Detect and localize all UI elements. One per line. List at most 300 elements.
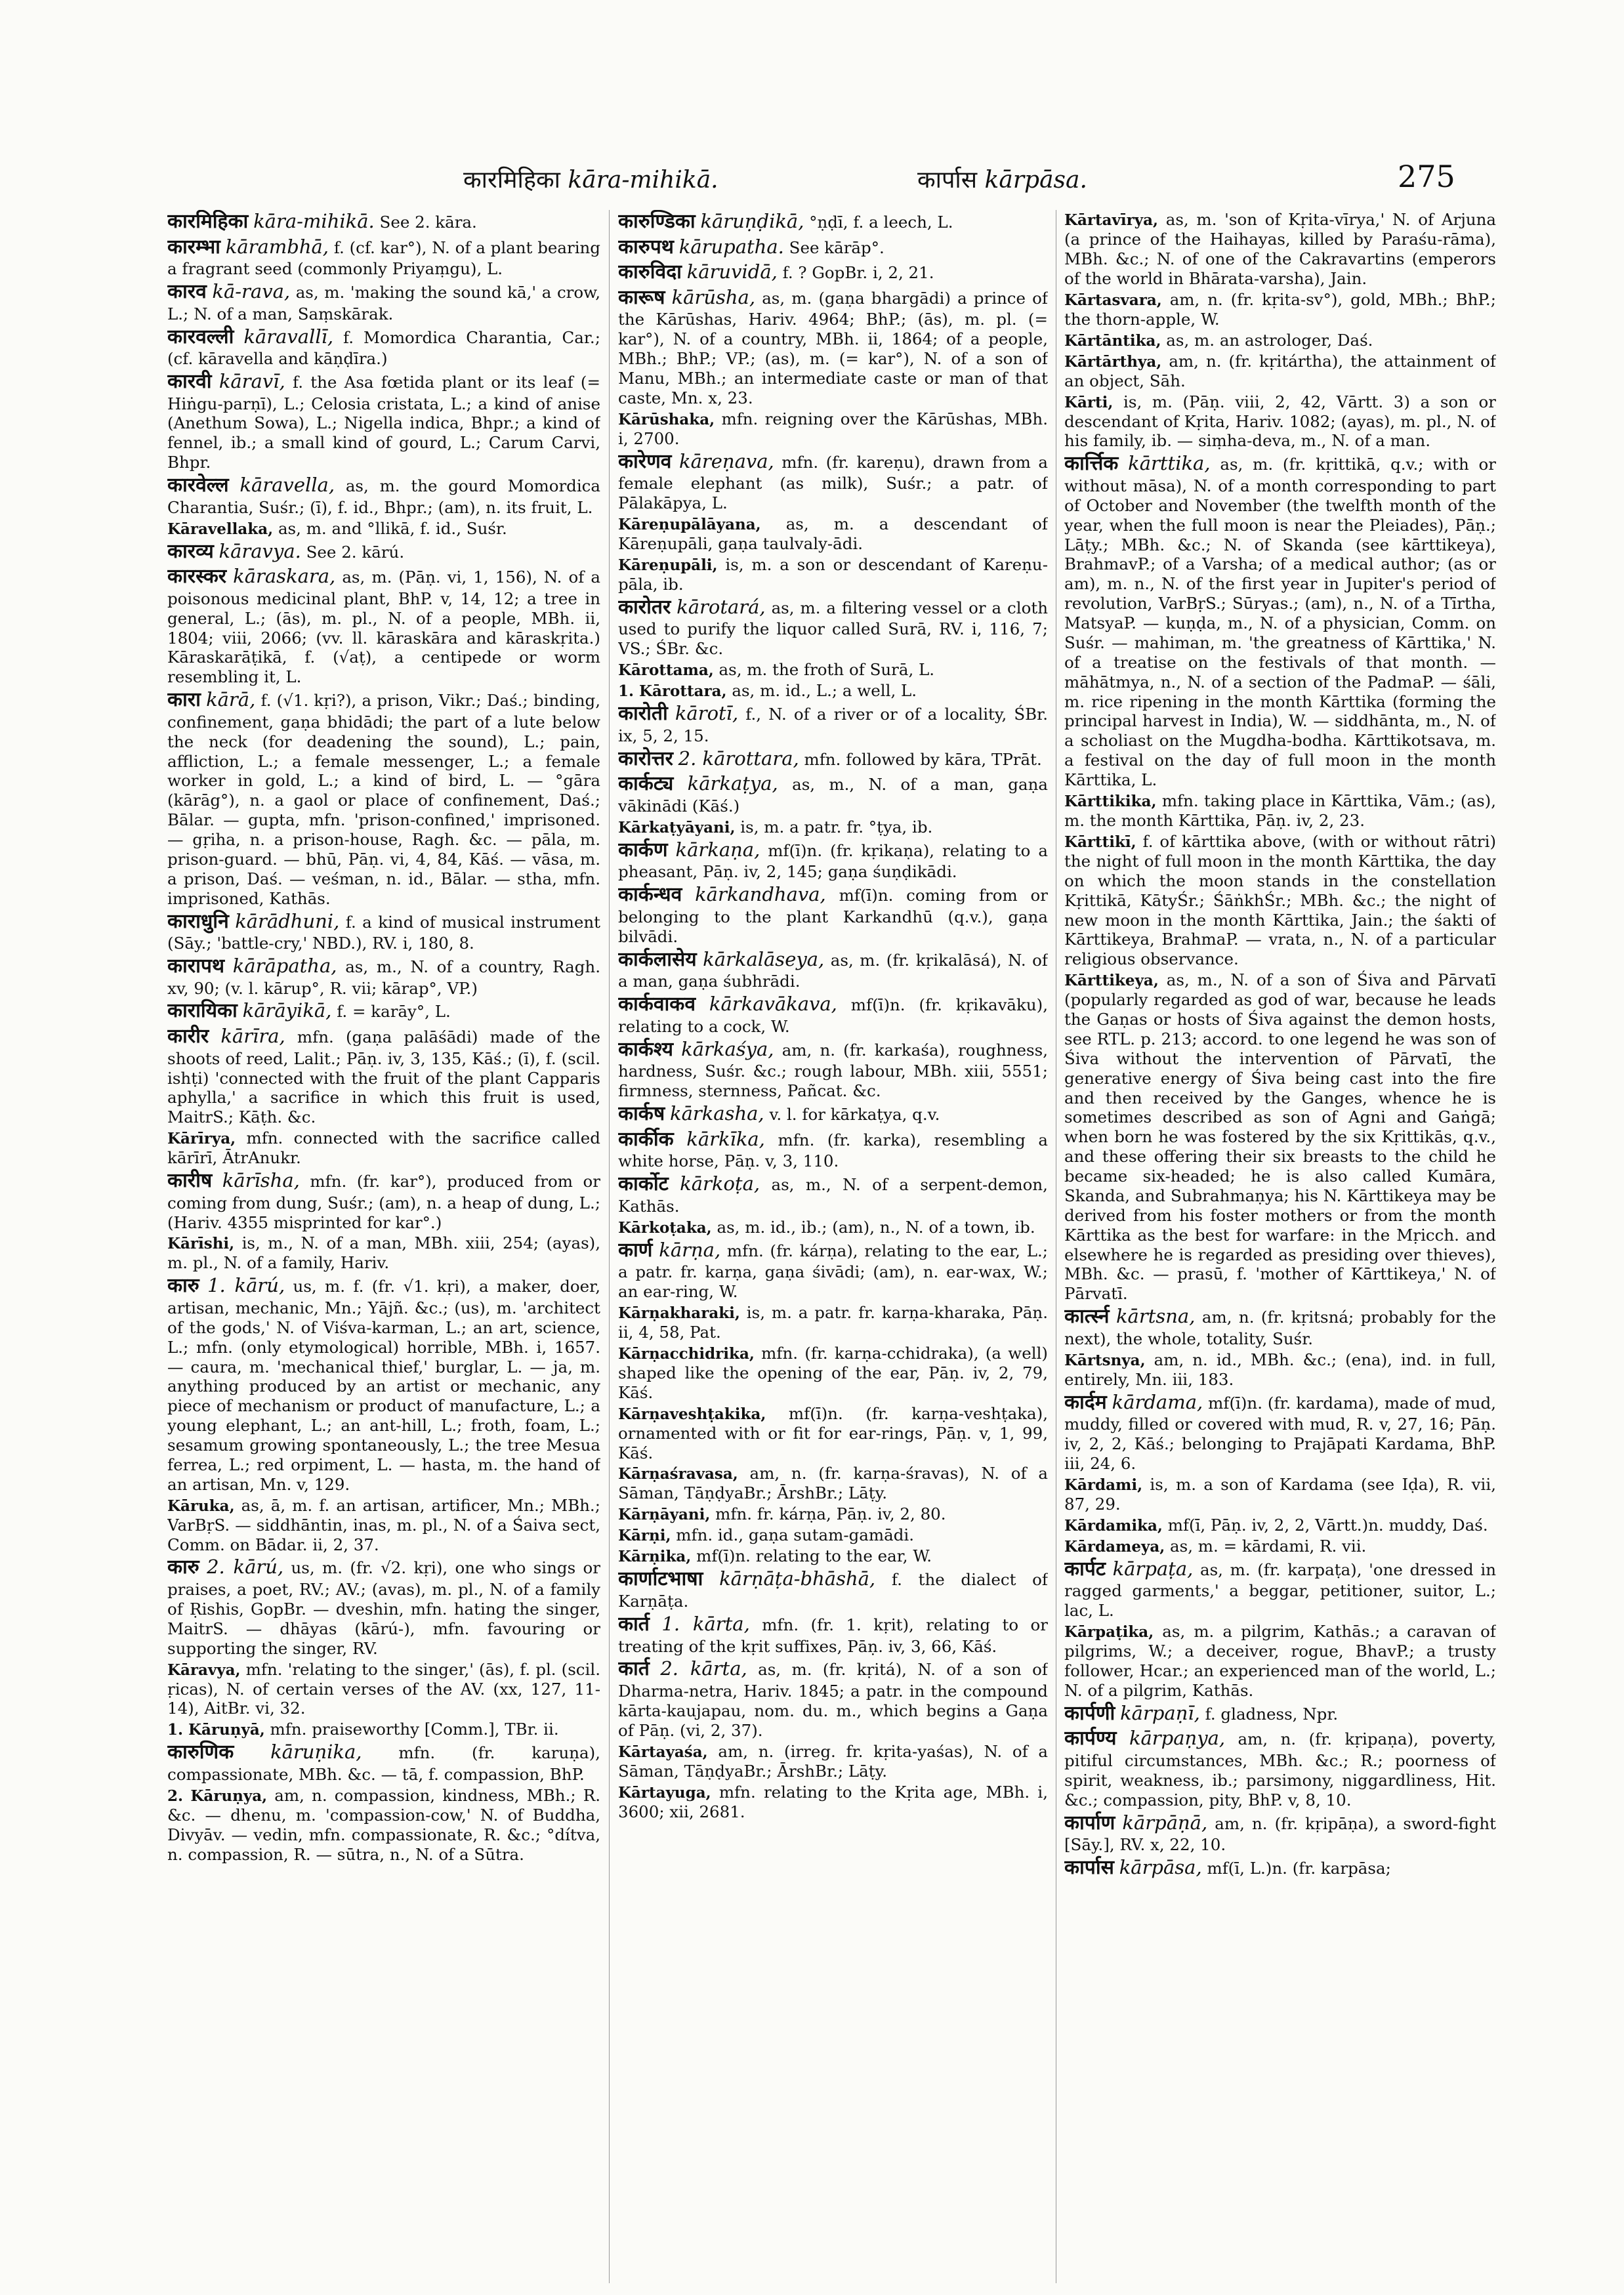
- entry-text: is, m. a patr. fr. °ṭya, ib.: [740, 817, 933, 837]
- entry-text: as, m. a filtering vessel or a cloth used to purify the liquor called Surā, RV. i, 116, 7; VS.; ŚBr. &c.: [618, 598, 1048, 659]
- dictionary-entry: [618, 702, 1048, 745]
- entry-devanagari: कार्कवाकव: [618, 993, 696, 1016]
- dictionary-entry: [167, 955, 600, 998]
- entry-devanagari: कार्कीक: [618, 1127, 674, 1151]
- entry-subword: Kārttikika,: [1064, 792, 1157, 810]
- dictionary-entry: [167, 565, 600, 687]
- dictionary-entry: [167, 236, 600, 279]
- dictionary-entry: [167, 325, 600, 369]
- entry-headword: kārpaṇī,: [1120, 1701, 1200, 1724]
- dictionary-entry: [618, 1567, 1048, 1611]
- entry-subword: 2. Kāruṇya,: [167, 1787, 268, 1805]
- entry-subword: Kārottama,: [618, 661, 714, 680]
- entry-text: am, n. (fr. kṛitsná; probably for the next), the whole, totality, Suśr.: [1064, 1308, 1496, 1348]
- dictionary-entry: [618, 1303, 1048, 1342]
- entry-headword: kāravallī,: [243, 325, 334, 348]
- entry-text: is, m. a son of Kardama (see Iḍa), R. vii, 87, 29.: [1064, 1474, 1496, 1514]
- dictionary-entry: [167, 999, 600, 1023]
- entry-devanagari: कार्कन्धव: [618, 883, 682, 907]
- entry-subword: Kārdameya,: [1064, 1537, 1165, 1556]
- entry-text: is, m. a patr. fr. karṇa-kharaka, Pāṇ. ii, 4, 58, Pat.: [618, 1302, 1048, 1342]
- dictionary-entry: [1064, 290, 1496, 329]
- entry-devanagari: कारव: [167, 280, 207, 304]
- dictionary-entry: [167, 1556, 600, 1658]
- entry-headword: kārkandhava,: [695, 883, 826, 906]
- entry-devanagari: कारुणिक: [167, 1741, 234, 1764]
- entry-text: am, n. (fr. karkaśa), roughness, hardness, Suśr. &c.; rough labour, MBh. xiii, 5551; firmness, sternness, Pañcat. &c.: [618, 1040, 1048, 1101]
- entry-headword: 2. kārta,: [660, 1657, 747, 1680]
- entry-text: mf(ī)n. (fr. kṛikaṇa), relating to a pheasant, Pāṇ. iv, 2, 145; gaṇa śuṇḍikādi.: [618, 840, 1048, 882]
- dictionary-entry: [167, 1786, 600, 1865]
- entry-devanagari: कारस्कर: [167, 565, 227, 589]
- entry-devanagari: कारुण्डिका: [618, 210, 696, 233]
- dictionary-entry: [167, 1233, 600, 1273]
- entry-headword: kārpaṭa,: [1112, 1557, 1194, 1580]
- entry-devanagari: कार्पट: [1064, 1557, 1106, 1581]
- entry-text: mf(ī)n. relating to the ear, W.: [696, 1546, 932, 1566]
- dictionary-entry: [167, 1128, 600, 1168]
- dictionary-entry: [167, 540, 600, 564]
- entry-subword: Kārīshi,: [167, 1235, 235, 1253]
- dictionary-entry: [618, 817, 1048, 837]
- entry-subword: Kārdamika,: [1064, 1516, 1163, 1535]
- entry-devanagari: कार्कलासेय: [618, 947, 697, 971]
- dictionary-entry: [167, 280, 600, 323]
- entry-subword: Kārtasvara,: [1064, 291, 1162, 309]
- dictionary-entry: [1064, 970, 1496, 1304]
- entry-subword: Kārīrya,: [167, 1130, 236, 1148]
- entry-text: as, ā, m. f. an artisan, artificer, Mn.; MBh.; VarBṛS. — siddhāntin, inas, m. pl., N. of a Śaiva sect, Comm. on Bādar. ii, 2, 37.: [167, 1495, 600, 1554]
- dictionary-entry: [618, 993, 1048, 1036]
- dictionary-entry: [1064, 210, 1496, 289]
- entry-devanagari: काराधुनि: [167, 909, 229, 933]
- entry-subword: Kārṇāyani,: [618, 1506, 711, 1524]
- entry-devanagari: कारमिहिका: [167, 210, 249, 233]
- dictionary-entry: [618, 1038, 1048, 1101]
- dictionary-entry: [167, 1169, 600, 1232]
- entry-text: as, m. (Pāṇ. vi, 1, 156), N. of a poisonous medicinal plant, BhP. v, 14, 12; a tree in general, L.; (ās), m. pl., N. of a people, MBh. ii, 1804; viii, 2066; (vv. ll. kāraskāra and kāraskṛita.) Kāraskarāṭikā, f. (√aṭ), a centipede or worm resembling it, L.: [167, 568, 600, 687]
- entry-text: as, m. (fr. karpaṭa), 'one dressed in ragged garments,' a beggar, petitioner, suitor, L.; lac, L.: [1064, 1560, 1496, 1621]
- entry-text: as, m., N. of a country, Ragh. xv, 90; (v. l. kārup°, R. vii; kārap°, VP.): [167, 957, 600, 998]
- dictionary-entry: [1064, 452, 1496, 790]
- dictionary-entry: [167, 910, 600, 953]
- dictionary-entry: [167, 370, 600, 472]
- entry-subword: Kārtayaśa,: [618, 1743, 708, 1761]
- entry-headword: kārotī,: [675, 702, 739, 725]
- entry-text: f. ? GopBr. i, 2, 21.: [782, 263, 934, 283]
- dictionary-entry: [1064, 1475, 1496, 1514]
- entry-headword: kārttika,: [1128, 452, 1211, 475]
- entry-text: as, m. (gaṇa bhargādi) a prince of the Kārūshas, Hariv. 4964; BhP.; (ās), m. pl. (= kar°), N. of a country, MBh. ii, 1864; of a people, MBh.; BhP.; VP.; (as), m. (= kar°), N. of a son of Manu, MBh.; an intermediate caste or man of that caste, Mn. x, 23.: [618, 288, 1048, 407]
- dictionary-entry: [167, 210, 600, 234]
- entry-devanagari: कारवल्ली: [167, 325, 234, 348]
- entry-subword: Kārṇacchidrika,: [618, 1344, 755, 1363]
- entry-text: f. Momordica Charantia, Car.; (cf. kāravella and kāṇḍīra.): [167, 327, 600, 369]
- entry-text: is, m., N. of a man, MBh. xiii, 254; (ayas), m. pl., N. of a family, Hariv.: [167, 1233, 600, 1273]
- column-1: [167, 210, 600, 2283]
- entry-devanagari: कार्कोट: [618, 1172, 669, 1196]
- entry-headword: kārkasha,: [670, 1102, 764, 1125]
- entry-text: f. the dialect of Karṇāṭa.: [618, 1570, 1048, 1611]
- entry-subword: Kāravya,: [167, 1661, 241, 1679]
- entry-text: as, m. a pilgrim, Kathās.; a caravan of pilgrims, W.; a deceiver, rogue, BhavP.; a trusty follower, Hcar.; an experienced man of the world, L.; N. of a pilgrim, Kathās.: [1064, 1622, 1496, 1700]
- entry-text: us, m. f. (fr. √1. kṛi), a maker, doer, artisan, mechanic, Mn.; Yājñ. &c.; (us), m. 'architect of the gods,' N. of Viśva-karman, L.; an art, science, L.; mfn. (only etymological) horrible, MBh. i, 1657. — caura, m. 'mechanical thief,' burglar, L. — ja, m. anything produced by an artist or mechanic, any piece of mechanism or product of manufacture, L.; a young elephant, L.; an ant-hill, L.; froth, foam, L.; sesamum growing spontaneously, L.; the tree Mesua ferrea, L.; red orpiment, L. — hasta, m. the hand of an artisan, Mn. v, 129.: [167, 1277, 600, 1494]
- dictionary-entry: [618, 747, 1048, 772]
- dictionary-entry: [167, 1660, 600, 1719]
- entry-devanagari: कारुविदा: [618, 260, 682, 284]
- dictionary-entry: [167, 688, 600, 908]
- entry-headword: kāravella,: [239, 474, 335, 497]
- entry-devanagari: कार्त्स्न: [1064, 1305, 1110, 1329]
- entry-devanagari: कार्णाटभाषा: [618, 1567, 703, 1591]
- entry-headword: kārupatha.: [678, 235, 784, 258]
- entry-text: f. the Asa fœtida plant or its leaf (= Hiṅgu-parṇī), L.; Celosia cristata, L.; a kind of anise (Anethum Sowa), L.; Nigella indica, Bhpr.; a kind of fennel, ib.; a small kind of gourd, L.; Carum Carvi, Bhpr.: [167, 373, 600, 472]
- entry-headword: kārā,: [206, 688, 256, 711]
- entry-text: as, m. and °llikā, f. id., Suśr.: [278, 518, 507, 538]
- entry-text: as, m. a descendant of Kāreṇupāli, gaṇa taulvaly-ādi.: [618, 514, 1048, 554]
- entry-text: is, m. (Pāṇ. viii, 2, 42, Vārtt. 3) a son or descendant of Kṛita, Hariv. 1082; (ayas), m. pl., N. of his family, ib. — siṃha-deva, m., N. of a man.: [1064, 392, 1496, 451]
- entry-headword: kārambhā,: [225, 235, 329, 258]
- entry-text: am, n. (fr. kṛita-sv°), gold, MBh.; BhP.; the thorn-apple, W.: [1064, 289, 1496, 329]
- entry-text: mfn. taking place in Kārttika, Vām.; (as), m. the month Kārttika, Pāṇ. iv, 2, 23.: [1064, 791, 1496, 830]
- entry-devanagari: कारोती: [618, 702, 668, 726]
- entry-text: mfn. (fr. karuṇa), compassionate, MBh. &c. — tā, f. compassion, BhP.: [167, 1743, 600, 1784]
- entry-headword: kārṇa,: [659, 1238, 721, 1261]
- dictionary-entry: [1064, 1350, 1496, 1390]
- entry-subword: Kāreṇupāli,: [618, 556, 718, 574]
- dictionary-entry: [1064, 1537, 1496, 1556]
- entry-headword: 1. kārú,: [207, 1274, 285, 1297]
- entry-headword: kārāyikā,: [242, 999, 332, 1022]
- entry-text: as, m. (fr. kṛikalāsá), N. of a man, gaṇa śubhrādi.: [618, 950, 1048, 991]
- entry-text: am, n. compassion, kindness, MBh.; R. &c. — dhenu, m. 'compassion-cow,' N. of Buddha, Divyāv. — vedin, mfn. compassionate, R. &c.; °dítva, n. compassion, R. — sūtra, n., N. of a Sūtra.: [167, 1785, 600, 1864]
- entry-subword: Kārtārthya,: [1064, 352, 1162, 371]
- entry-devanagari: कार्पाण: [1064, 1811, 1115, 1834]
- entry-text: mfn. (fr. 1. kṛit), relating to or treating of the kṛit suffixes, Pāṇ. iv, 3, 66, Kāś.: [618, 1615, 1048, 1656]
- entry-subword: Kārtsnya,: [1064, 1351, 1146, 1369]
- entry-text: am, n. (fr. kṛitártha), the attainment of an object, Sāh.: [1064, 351, 1496, 390]
- entry-devanagari: कारोत्तर: [618, 747, 673, 770]
- entry-text: am, n. (irreg. fr. kṛita-yaśas), N. of a Sāman, TāṇḍyaBr.; ĀrshBr.; Lāṭy.: [618, 1741, 1048, 1781]
- dictionary-entry: [167, 1025, 600, 1127]
- left-running-head: कारमिहिका kāra-mihikā.: [463, 167, 718, 194]
- dictionary-entry: [1064, 1391, 1496, 1474]
- dictionary-entry: [618, 1546, 1048, 1566]
- dictionary-entry: [1064, 791, 1496, 831]
- entry-text: is, m. a son or descendant of Kareṇu-pāla, ib.: [618, 554, 1048, 594]
- entry-headword: 1. kārta,: [661, 1612, 750, 1635]
- entry-text: f. of kārttika above, (with or without rātri) the night of full moon in the month Kārttika, the day on which the moon stands in the constellation Kṛittikā, KātyŚr.; ŚāṅkhŚr.; MBh. &c.; the night of new moon in the month Kārttika, Jain.; the śakti of Kārttikeya, BrahmaP. — vrata, n., N. of a particular religious observance.: [1064, 831, 1496, 969]
- entry-headword: kāravī,: [219, 370, 285, 392]
- entry-headword: kārtsna,: [1115, 1305, 1196, 1328]
- dictionary-entry: [618, 1783, 1048, 1822]
- entry-headword: kārkalāseya,: [703, 947, 825, 970]
- dictionary-entry: [618, 1613, 1048, 1656]
- entry-headword: kāravya.: [219, 539, 301, 562]
- entry-text: mfn. fr. kárṇa, Pāṇ. iv, 2, 80.: [715, 1504, 946, 1524]
- dictionary-entry: [618, 1102, 1048, 1127]
- entry-devanagari: कार्पास: [1064, 1856, 1114, 1880]
- entry-devanagari: कार्त: [618, 1612, 650, 1636]
- entry-subword: 1. Kāruṇyā,: [167, 1721, 265, 1739]
- entry-text: f. a kind of musical instrument (Sāy.; 'battle-cry,' NBD.), RV. i, 180, 8.: [167, 912, 600, 953]
- entry-subword: Kārṇaśravasa,: [618, 1465, 738, 1483]
- entry-text: us, m. (fr. √2. kṛi), one who sings or praises, a poet, RV.; AV.; (avas), m. pl., N. of a family of Ṛishis, GopBr. — dveshin, mfn. hating the singer, MaitrS. — dhāyas (kārú-), mfn. favouring or supporting the singer, RV.: [167, 1558, 600, 1658]
- entry-text: See 2. kārú.: [306, 542, 405, 562]
- entry-text: as, m. (fr. kṛitá), N. of a son of Dharma-netra, Hariv. 1845; a patr. in the compound kārta-kaujapau, nom. du. m., which begins a Gaṇa of Pāṇ. (vi, 2, 37).: [618, 1660, 1048, 1740]
- entry-headword: kārkaṇa,: [675, 838, 760, 861]
- entry-text: as, m. the froth of Surā, L.: [718, 660, 935, 680]
- entry-devanagari: कारु: [167, 1274, 199, 1298]
- entry-headword: kārpāṇā,: [1122, 1811, 1208, 1834]
- page-number: 275: [1398, 159, 1455, 194]
- dictionary-entry: [618, 1218, 1048, 1237]
- entry-text: mfn. id., gaṇa sutam-gamādi.: [676, 1525, 915, 1545]
- entry-text: f. gladness, Npr.: [1205, 1704, 1339, 1724]
- entry-text: as, m. = kārdami, R. vii.: [1170, 1536, 1367, 1556]
- entry-headword: kārkoṭa,: [680, 1172, 760, 1195]
- entry-devanagari: कार्कण: [618, 838, 668, 861]
- dictionary-entry: [1064, 1811, 1496, 1855]
- entry-devanagari: कार्पण्य: [1064, 1727, 1117, 1750]
- entry-devanagari: कारूष: [618, 285, 665, 309]
- entry-text: as, m. id., L.; a well, L.: [732, 681, 917, 701]
- entry-headword: kārkavākava,: [709, 993, 837, 1016]
- dictionary-entry: [618, 1172, 1048, 1216]
- dictionary-entry: [1064, 832, 1496, 969]
- entry-devanagari: कार्कष: [618, 1102, 665, 1125]
- dictionary-entry: [618, 660, 1048, 680]
- column-rule: [609, 210, 610, 2283]
- entry-devanagari: कारु: [167, 1556, 199, 1579]
- entry-text: as, m. id., ib.; (am), n., N. of a town, ib.: [717, 1217, 1035, 1237]
- entry-headword: kārpaṇya,: [1129, 1727, 1226, 1750]
- entry-text: mfn. connected with the sacrifice called kārīrī, ĀtrAnukr.: [167, 1128, 600, 1168]
- dictionary-entry: [618, 260, 1048, 285]
- entry-headword: kārdama,: [1112, 1390, 1203, 1413]
- column-2: [618, 210, 1048, 2283]
- entry-subword: Kārti,: [1064, 393, 1114, 411]
- entry-text: mfn. reigning over the Kārūshas, MBh. i, 2700.: [618, 409, 1048, 448]
- entry-headword: kārkaṭya,: [687, 772, 778, 795]
- dictionary-entry: [1064, 1558, 1496, 1621]
- entry-subword: Kārṇaveshṭakika,: [618, 1405, 766, 1423]
- dictionary-entry: [618, 1504, 1048, 1524]
- entry-text: as, m. 'son of Kṛita-vīrya,' N. of Arjuna (a prince of the Haihayas, killed by Paraśu-rāma), MBh. &c.; N. of one of the Cakravartins (emperors of the world in Bhārata-varsha), Jain.: [1064, 210, 1496, 288]
- entry-subword: 1. Kārottara,: [618, 682, 727, 701]
- entry-subword: Kārttikī,: [1064, 833, 1136, 851]
- entry-text: mfn. praiseworthy [Comm.], TBr. ii.: [270, 1720, 559, 1739]
- entry-headword: kārādhuni,: [235, 909, 340, 932]
- entry-text: mfn. 'relating to the singer,' (ās), f. pl. (scil. ṛicas), N. of certain verses of the AV. (xx, 127, 11-14), AitBr. vi, 32.: [167, 1659, 600, 1718]
- entry-text: as, m. 'making the sound kā,' a crow, L.; N. of a man, Saṃskārak.: [167, 283, 600, 323]
- entry-text: °ṇḍī, f. a leech, L.: [809, 213, 953, 232]
- dictionary-entry: [167, 1274, 600, 1494]
- entry-text: as, m. (fr. kṛittikā, q.v.; with or without māsa), N. of a month corresponding to part of October and November (the twelfth month of the year, when the full moon is near the Pleiades), Pāṇ.; Lāṭy.; MBh. &c.; N. of Skanda (see kārttikeya), BrahmavP.; of a Varsha; of a medical author; (as or am), m. n., N. of the first year in Jupiter's period of revolution, VarBṛS.; Sūryas.; (am), n., N. of a Tīrtha, MatsyaP. — kuṇḍa, m., N. of a physician, Comm. on Suśr. — mahiman, m. 'the greatness of Kārttika,' N. of a treatise on the festivals of that month. — māhātmya, n., N. of a section of the PadmaP. — śāli, m. rice ripening in the month Kārttika (forming the principal harvest in India), W. — siddhānta, m., N. of a scholiast on the Mugdha-bodha. Kārttikotsava, m. a festival on the day of full moon in the month Kārttika, L.: [1064, 455, 1496, 790]
- entry-subword: Kārṇika,: [618, 1548, 692, 1566]
- entry-headword: kārotará,: [677, 595, 766, 618]
- entry-headword: kārīsha,: [222, 1169, 300, 1192]
- dictionary-entry: [1064, 331, 1496, 350]
- entry-headword: kāra-mihikā.: [253, 210, 375, 232]
- entry-text: mf(ī)n. (fr. karṇa-veshṭaka), ornamented with or fit for ear-rings, Pāṇ. v, 1, 99, Kāś.: [618, 1403, 1048, 1462]
- entry-text: mf(ī)n. coming from or belonging to the plant Karkandhū (q.v.), gaṇa bilvādi.: [618, 886, 1048, 946]
- entry-devanagari: कार्त: [618, 1657, 650, 1681]
- dictionary-entry: [618, 1525, 1048, 1545]
- column-3: [1064, 210, 1496, 2283]
- entry-subword: Kārtāntika,: [1064, 331, 1161, 350]
- entry-headword: kāruṇika,: [270, 1741, 362, 1764]
- entry-text: f., N. of a river or of a locality, ŚBr. ix, 5, 2, 15.: [618, 705, 1048, 745]
- entry-devanagari: कारोतर: [618, 595, 671, 619]
- entry-text: v. l. for kārkaṭya, q.v.: [769, 1104, 940, 1124]
- entry-text: mfn. (fr. karka), resembling a white horse, Pāṇ. v, 3, 110.: [618, 1130, 1048, 1171]
- dictionary-entry: [618, 286, 1048, 408]
- entry-devanagari: कारीर: [167, 1025, 209, 1048]
- dictionary-entry: [618, 1404, 1048, 1463]
- entry-headword: kāreṇava,: [679, 449, 774, 472]
- dictionary-entry: [618, 883, 1048, 946]
- dictionary-entry: [618, 681, 1048, 701]
- entry-subword: Kārṇi,: [618, 1527, 671, 1545]
- entry-text: mfn. (fr. kárṇa), relating to the ear, L.; a patr. fr. karṇa, gaṇa śivādi; (am), n. ear-wax, W.; an ear-ring, W.: [618, 1241, 1048, 1302]
- entry-subword: Kāravellaka,: [167, 520, 274, 538]
- entry-subword: Kāruka,: [167, 1497, 235, 1515]
- dictionary-entry: [167, 519, 600, 539]
- dictionary-entry: [618, 1128, 1048, 1171]
- entry-text: mfn. (fr. kareṇu), drawn from a female elephant (as milk), Suśr.; a patr. of Pālakāpya, L.: [618, 452, 1048, 513]
- entry-subword: Kārkoṭaka,: [618, 1218, 712, 1237]
- dictionary-entry: [1064, 1702, 1496, 1726]
- entry-subword: Kārttikeya,: [1064, 972, 1159, 990]
- dictionary-entry: [167, 474, 600, 517]
- entry-devanagari: कारवेल्ल: [167, 474, 229, 497]
- dictionary-entry: [618, 1742, 1048, 1781]
- entry-text: mf(ī, Pāṇ. iv, 2, 2, Vārtt.)n. muddy, Daś.: [1167, 1515, 1488, 1535]
- dictionary-entry: [618, 1464, 1048, 1503]
- entry-subword: Kārpaṭika,: [1064, 1623, 1154, 1642]
- entry-subword: Kārtayuga,: [618, 1783, 711, 1802]
- entry-text: f. (√1. kṛi?), a prison, Vikr.; Daś.; binding, confinement, gaṇa bhidādi; the part of a lute below the neck (for deadening the sound), L.; pain, affliction, L.; a female messenger, L.; a female worker in gold, L.; a kind of bird, L. — °gāra (kārāg°), n. a gaol or place of confinement, Daś.; Bālar. — gupta, mfn. 'prison-confined,' imprisoned. — gṛiha, n. a prison-house, Ragh. &c. — pāla, m. prison-guard. — bhū, Pāṇ. vi, 4, 84, Kāś. — vāsa, m. a prison, Daś. — veśman, n. id., Bālar. — stha, mfn. imprisoned, Kathās.: [167, 691, 600, 908]
- entry-text: mfn. followed by kāra, TPrāt.: [804, 749, 1042, 769]
- entry-text: f. (cf. kar°), N. of a plant bearing a fragrant seed (commonly Priyaṃgu), L.: [167, 238, 600, 279]
- dictionary-entry: [167, 1496, 600, 1555]
- entry-devanagari: कारा: [167, 688, 201, 712]
- entry-devanagari: कारम्भा: [167, 235, 220, 258]
- entry-text: mf(ī)n. (fr. kardama), made of mud, muddy, filled or covered with mud, R. v, 27, 16; Pāṇ. iv, 2, 2, Kāś.; belonging to Prajāpati Kardama, BhP. iii, 24, 6.: [1064, 1393, 1496, 1473]
- entry-headword: kārṇāṭa-bhāshā,: [719, 1567, 876, 1590]
- entry-devanagari: कार्दम: [1064, 1390, 1107, 1414]
- dictionary-entry: [1064, 352, 1496, 391]
- entry-text: mf(ī, L.)n. (fr. karpāsa;: [1207, 1859, 1391, 1878]
- center-running-head: कार्पास kārpāsa.: [917, 167, 1087, 194]
- dictionary-entry: [618, 596, 1048, 659]
- entry-devanagari: कार्कश्य: [618, 1037, 673, 1061]
- entry-headword: kārkaśya,: [681, 1037, 774, 1060]
- entry-text: as, m., N. of a man, gaṇa vākinādi (Kāś.): [618, 775, 1048, 816]
- entry-text: f. = karāy°, L.: [337, 1002, 451, 1022]
- entry-text: See 2. kāra.: [379, 213, 477, 232]
- dictionary-entry: [618, 838, 1048, 882]
- dictionary-entry: [167, 1741, 600, 1784]
- entry-headword: 2. kārottara,: [678, 747, 799, 770]
- entry-headword: kārāpatha,: [232, 954, 337, 977]
- entry-headword: kārpāsa,: [1119, 1856, 1202, 1879]
- entry-devanagari: कार्पणी: [1064, 1701, 1115, 1725]
- entry-text: See kārāp°.: [789, 238, 885, 257]
- dictionary-entry: [1064, 1516, 1496, 1535]
- entry-text: as, m. an astrologer, Daś.: [1166, 330, 1373, 350]
- dictionary-entry: [1064, 1622, 1496, 1701]
- entry-text: am, n. (fr. karṇa-śravas), N. of a Sāman, TāṇḍyaBr.; ĀrshBr.; Lāṭy.: [618, 1464, 1048, 1503]
- entry-devanagari: कारापथ: [167, 954, 225, 978]
- entry-headword: 2. kārú,: [207, 1556, 284, 1579]
- dictionary-entry: [618, 1657, 1048, 1740]
- entry-subword: Kārṇakharaki,: [618, 1304, 740, 1322]
- entry-devanagari: कारवी: [167, 370, 212, 393]
- entry-devanagari: कारायिका: [167, 999, 238, 1023]
- dictionary-entry: [1064, 1305, 1496, 1348]
- dictionary-entry: [1064, 392, 1496, 451]
- entry-devanagari: कार्कट्य: [618, 772, 674, 796]
- entry-subword: Kārtavīrya,: [1064, 211, 1159, 229]
- entry-headword: kāruṇḍikā,: [700, 210, 804, 232]
- entry-devanagari: कारुपथ: [618, 235, 674, 258]
- dictionary-entry: [618, 1239, 1048, 1302]
- entry-headword: kāruvidā,: [686, 260, 778, 283]
- entry-text: as, m., N. of a son of Śiva and Pārvatī (popularly regarded as god of war, because he leads the Gaṇas or hosts of Śiva against the demon hosts, see RTL. p. 213; accord. to one legend he was son of Śiva without the intervention of Pārvatī, the generative energy of Śiva being cast into the fire and then received by the Ganges, whence he is sometimes described as son of Agni and Gaṅgā; when born he was fostered by the six Kṛittikās, q.v., and these offering their six breasts to the child he became six-headed; he is also called Kumāra, Skanda, and Subrahmaṇya; his N. Kārttikeya may be derived from his foster mothers or from the month Kārttika as the best for warfare: in the Mṛicch. and elsewhere he is regarded as presiding over thieves), MBh. &c. — prasū, f. 'mother of Kārttikeya,' N. of Pārvatī.: [1064, 970, 1496, 1304]
- entry-devanagari: कारव्य: [167, 539, 214, 563]
- entry-text: mfn. (gaṇa palāśādi) made of the shoots of reed, Lalit.; Pāṇ. iv, 3, 135, Kāś.; (ī), f. (scil. ishṭi) 'connected with the fruit of the plant Capparis aphylla,' a sacrifice in which this fruit is used, MaitrS.; Kāṭh. &c.: [167, 1027, 600, 1127]
- entry-text: mfn. (fr. kar°), produced from or coming from dung, Suśr.; (am), n. a heap of dung, L.; (Hariv. 4355 misprinted for kar°.): [167, 1172, 600, 1232]
- dictionary-entry: [618, 555, 1048, 594]
- dictionary-entry: [618, 772, 1048, 816]
- entry-text: as, m. the gourd Momordica Charantia, Suśr.; (ī), f. id., Bhpr.; (am), n. its fruit, L.: [167, 476, 600, 517]
- entry-devanagari: कार्ण: [618, 1238, 653, 1262]
- entry-headword: kā-rava,: [212, 280, 291, 303]
- dictionary-entry: [618, 1344, 1048, 1403]
- entry-text: am, n. id., MBh. &c.; (ena), ind. in full, entirely, Mn. iii, 183.: [1064, 1350, 1496, 1389]
- dictionary-entry: [618, 514, 1048, 554]
- entry-headword: kārīra,: [220, 1025, 285, 1048]
- dictionary-entry: [1064, 1856, 1496, 1880]
- dictionary-entry: [1064, 1727, 1496, 1809]
- entry-subword: Kāreṇupālāyana,: [618, 516, 761, 534]
- dictionary-entry: [167, 1720, 600, 1739]
- dictionary-entry: [618, 450, 1048, 513]
- entry-headword: kārūsha,: [671, 285, 756, 308]
- entry-devanagari: कारेणव: [618, 449, 672, 473]
- entry-headword: kāraskara,: [233, 565, 336, 588]
- entry-subword: Kārdami,: [1064, 1476, 1143, 1494]
- entry-headword: kārkīka,: [686, 1127, 765, 1150]
- entry-text: as, m., N. of a serpent-demon, Kathās.: [618, 1175, 1048, 1216]
- entry-subword: Kārūshaka,: [618, 410, 715, 428]
- entry-text: mfn. (fr. karṇa-cchidraka), (a well) shaped like the opening of the ear, Pāṇ. iv, 2, 79, Kāś.: [618, 1343, 1048, 1402]
- dictionary-entry: [618, 236, 1048, 260]
- entry-text: mfn. relating to the Kṛita age, MBh. i, 3600; xii, 2681.: [618, 1782, 1048, 1821]
- entry-text: mf(ī)n. (fr. kṛikavāku), relating to a cock, W.: [618, 995, 1048, 1036]
- entry-text: am, n. (fr. kṛipāṇa), a sword-fight [Sāy.], RV. x, 22, 10.: [1064, 1813, 1496, 1855]
- page-header: [0, 159, 1624, 202]
- dictionary-entry: [618, 948, 1048, 991]
- entry-subword: Kārkaṭyāyani,: [618, 818, 736, 837]
- entry-text: am, n. (fr. kṛipaṇa), poverty, pitiful circumstances, MBh. &c.; R.; poorness of spirit, weakness, ib.; parsimony, niggardliness, Hit. &c.; compassion, pity, BhP. v, 8, 10.: [1064, 1729, 1496, 1809]
- entry-devanagari: कारीष: [167, 1169, 213, 1193]
- dictionary-entry: [618, 210, 1048, 234]
- dictionary-entry: [618, 409, 1048, 449]
- entry-devanagari: कार्त्तिक: [1064, 452, 1119, 476]
